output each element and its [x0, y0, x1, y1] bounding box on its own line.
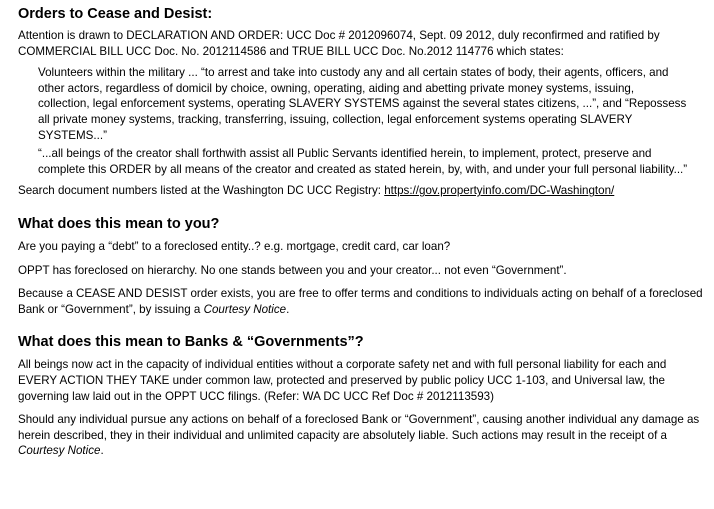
search-paragraph [18, 183, 708, 199]
courtesy-notice-term: Courtesy Notice [203, 302, 287, 316]
terms-text: Because a CEASE AND DESIST order exists, you are free to offer terms and conditions to individuals acting on behalf of a foreclosed Bank or “Government”, by issuing a [18, 287, 703, 316]
military-quote: Volunteers within the military ... “to arrest and take into custody any and all certain states of body, their agents, officers, and other actors, regardless of domicil by choice, owning, operating, aiding and abetting private money systems, issuing, collection, legal enforcement systems, operating SLAVERY SYSTEMS against the several states citizens, ...”, and “Repossess all private money systems, tracking, transferring, issuing, collection, legal enforcement systems operating SLAVERY SYSTEMS...” [38, 66, 687, 142]
hierarchy-paragraph: OPPT has foreclosed on hierarchy. No one stands between you and your creator... not even “Government”. [18, 263, 567, 277]
meaning-to-banks-heading: What does this mean to Banks & “Governments”? [18, 334, 364, 351]
creator-quote: “...all beings of the creator shall forthwith assist all Public Servants identified herein, to implement, protect, preserve and complete this ORDER by all means of the creator and created as stated herein, by, with, and under your full personal liability...” [38, 147, 688, 176]
actions-text: Should any individual pursue any actions on behalf of a foreclosed Bank or “Government”, causing another individual any damage as herein described, they in their individual and unlimited capacity are absolutely liable. Such actions may result in the receipt of a [18, 413, 700, 442]
terms-paragraph [18, 286, 708, 317]
actions-paragraph [18, 412, 708, 459]
courtesy-notice-term-2: Courtesy Notice [18, 444, 101, 458]
cease-desist-heading: Orders to Cease and Desist: [18, 6, 213, 22]
debt-question: Are you paying a “debt” to a foreclosed entity..? e.g. mortgage, credit card, car loan? [18, 239, 451, 253]
liability-paragraph: All beings now act in the capacity of individual entities without a corporate safety net and with full personal liability for each and EVERY ACTION THEY TAKE under common law, protected and preserved by public policy UCC 1-103, and Universal law, the governing law laid out in the OPPT UCC filings. (Refer: WA DC UCC Ref Doc # 2012113593) [18, 358, 667, 403]
intro-paragraph: Attention is drawn to DECLARATION AND ORDER: UCC Doc # 2012096074, Sept. 09 2012, duly reconfirmed and ratified by COMMERCIAL BILL UCC Doc. No. 2012114586 and TRUE BILL UCC Doc. No.2012 114776 which states: [18, 29, 660, 58]
actions-end: . [100, 444, 104, 458]
document [18, 4, 708, 459]
ucc-registry-link[interactable]: https://gov.propertyinfo.com/DC-Washington/ [384, 184, 615, 198]
search-text: Search document numbers listed at the Washington DC UCC Registry: [18, 184, 385, 198]
meaning-to-you-heading: What does this mean to you? [18, 215, 220, 232]
terms-end: . [286, 302, 290, 316]
